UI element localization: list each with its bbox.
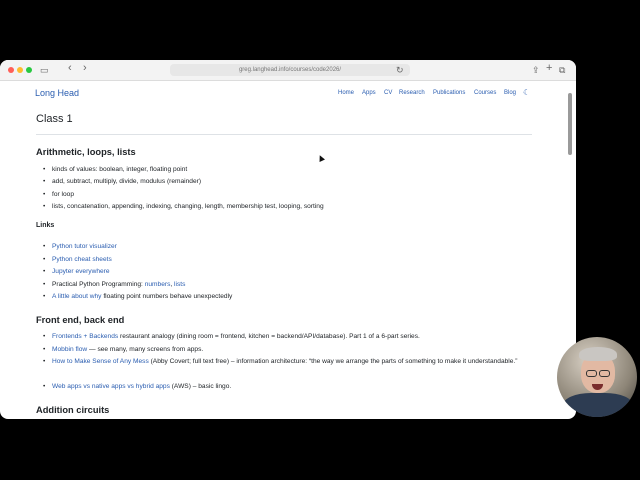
item-text: (Abby Covert; full text free) – information architecture: “the way we arrange the parts of something to make it understandable.”	[148, 358, 518, 365]
list-item: • kinds of values: boolean, integer, floating point	[52, 165, 532, 174]
reload-icon[interactable]: ↻	[396, 65, 404, 75]
nav-publications[interactable]: Publications	[433, 90, 466, 96]
item-separator: ,	[170, 281, 175, 288]
glasses-right-icon	[599, 370, 610, 377]
share-icon[interactable]: ⇪	[532, 65, 540, 75]
scrollbar-thumb[interactable]	[568, 93, 572, 155]
item-text: Practical Python Programming:	[52, 281, 145, 288]
tab-overview-icon[interactable]: ⧉	[559, 65, 566, 75]
link-web-vs-native-apps[interactable]: Web apps vs native apps vs hybrid apps	[52, 383, 170, 390]
browser-window	[0, 60, 576, 419]
webcam-presenter-avatar	[557, 337, 637, 417]
presenter-shirt	[563, 393, 633, 417]
sidebar-icon[interactable]: ▭	[40, 65, 49, 75]
link-jupyter-everywhere[interactable]: Jupyter everywhere	[52, 268, 110, 275]
address-bar[interactable]: greg.langhead.info/courses/code2026/	[170, 64, 410, 76]
section-heading-front-back: Front end, back end	[36, 315, 125, 325]
section-heading-links: Links	[36, 222, 55, 229]
nav-blog[interactable]: Blog	[504, 90, 517, 96]
list-item	[52, 345, 532, 354]
browser-toolbar	[0, 60, 576, 81]
nav-apps[interactable]: Apps	[362, 90, 376, 96]
nav-courses[interactable]: Courses	[474, 90, 497, 96]
list-item	[52, 332, 532, 341]
link-numbers[interactable]: numbers	[144, 281, 171, 288]
list-item: • add, subtract, multiply, divide, modulus (remainder)	[52, 177, 532, 186]
link-mobbin-flow[interactable]: Mobbin flow	[52, 346, 88, 353]
list-item	[52, 357, 530, 366]
forward-icon[interactable]: ›	[83, 62, 87, 74]
nav-cv[interactable]: CV	[384, 90, 393, 96]
list-item	[52, 382, 532, 391]
item-text: (AWS) – basic lingo.	[169, 383, 232, 390]
back-icon[interactable]: ‹	[68, 62, 72, 74]
list-item	[52, 255, 532, 264]
presenter-hair	[579, 347, 617, 361]
new-tab-icon[interactable]: +	[546, 62, 553, 74]
section-heading-addition-circuits: Addition circuits	[36, 405, 110, 415]
theme-toggle-icon[interactable]: ☾	[523, 88, 531, 97]
link-make-sense-of-any-mess[interactable]: How to Make Sense of Any Mess	[52, 358, 149, 365]
list-item	[52, 280, 532, 289]
list-item: • lists, concatenation, appending, indexing, changing, length, membership test, looping, sorting	[52, 202, 532, 211]
site-logo[interactable]: Long Head	[35, 88, 80, 98]
section-heading-arithmetic: Arithmetic, loops, lists	[36, 147, 136, 157]
glasses-left-icon	[586, 370, 597, 377]
item-text: — see many, many screens from apps.	[87, 346, 204, 353]
list-item	[52, 242, 532, 251]
minimize-window-button[interactable]	[17, 67, 23, 73]
list-item: • for loop	[52, 190, 532, 199]
close-window-button[interactable]	[8, 67, 14, 73]
link-frontends-backends[interactable]: Frontends + Backends	[52, 333, 119, 340]
item-text: restaurant analogy (dining room = frontend, kitchen = backend/API/database). Part 1 of a 6-part series.	[118, 333, 420, 340]
title-divider	[36, 134, 532, 135]
link-floating-point[interactable]: A little about why	[52, 293, 102, 300]
link-python-tutor[interactable]: Python tutor visualizer	[52, 243, 117, 250]
page-title: Class 1	[36, 113, 73, 125]
link-lists[interactable]: lists	[174, 281, 186, 288]
list-item	[52, 292, 532, 301]
nav-research[interactable]: Research	[399, 90, 425, 96]
link-python-cheat-sheets[interactable]: Python cheat sheets	[52, 256, 112, 263]
item-text: floating point numbers behave unexpectedly	[101, 293, 233, 300]
nav-home[interactable]: Home	[338, 90, 355, 96]
zoom-window-button[interactable]	[26, 67, 32, 73]
page-content	[0, 81, 566, 419]
list-item	[52, 267, 532, 276]
